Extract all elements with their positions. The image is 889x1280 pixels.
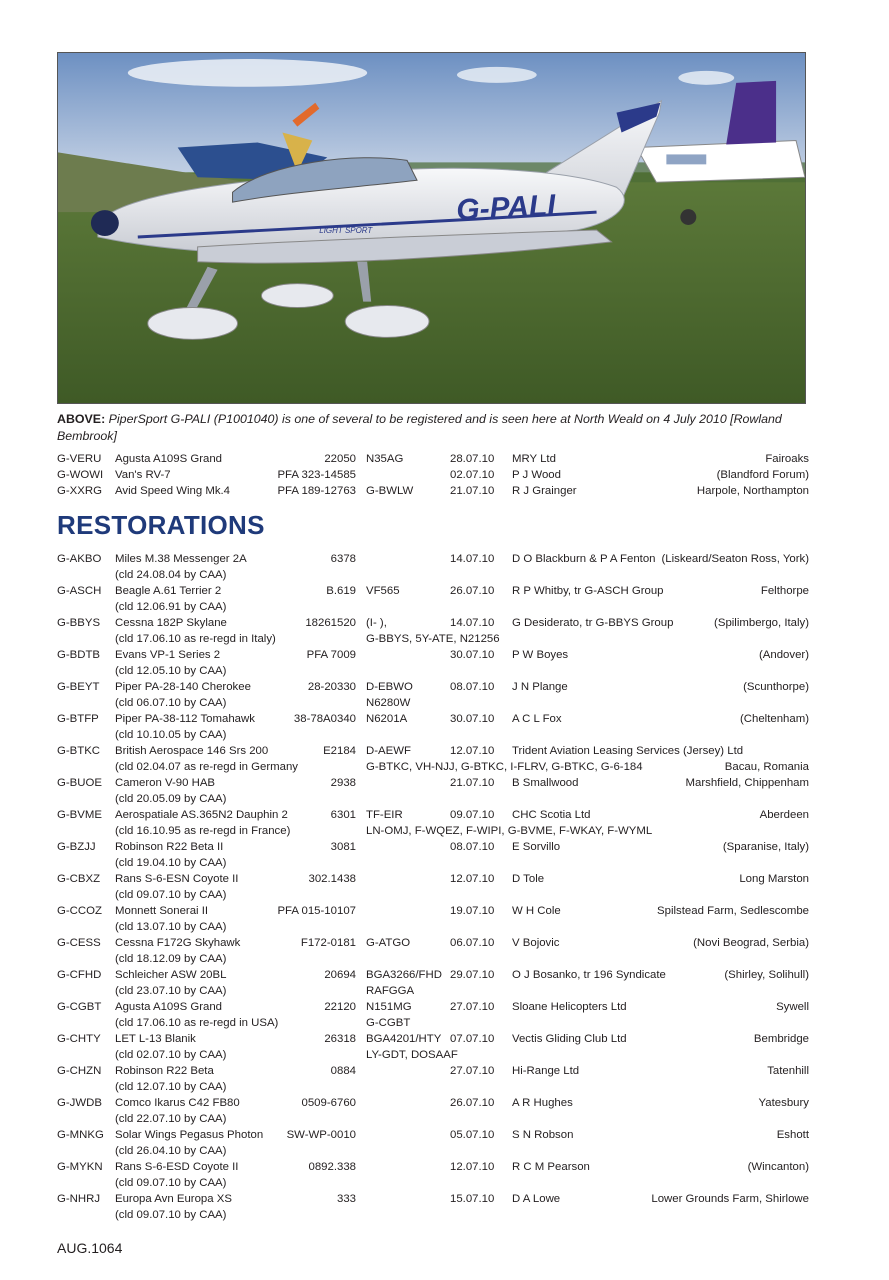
cancellation-note: (cld 24.08.04 by CAA) bbox=[115, 569, 227, 581]
previous-identity: N6201A bbox=[366, 713, 408, 725]
table-row bbox=[57, 679, 809, 695]
owner: P W Boyes bbox=[512, 649, 569, 661]
aircraft-type: Avid Speed Wing Mk.4 bbox=[115, 485, 231, 497]
owner: R J Grainger bbox=[512, 485, 577, 497]
cancellation-note: (cld 16.10.95 as re-regd in France) bbox=[115, 825, 291, 837]
cancellation-note: (cld 12.06.91 by CAA) bbox=[115, 601, 227, 613]
registration-marking: G-PALI bbox=[455, 188, 557, 228]
aircraft-type: Beagle A.61 Terrier 2 bbox=[115, 585, 222, 597]
previous-identity: N151MG bbox=[366, 1001, 412, 1013]
registration: G-CCOZ bbox=[57, 905, 102, 917]
previous-identity: BGA3266/FHD bbox=[366, 969, 442, 981]
table-row bbox=[57, 903, 809, 919]
location: (Cheltenham) bbox=[739, 713, 809, 725]
date: 12.07.10 bbox=[450, 745, 495, 757]
cancellation-note: (cld 09.07.10 by CAA) bbox=[115, 1177, 227, 1189]
owner: MRY Ltd bbox=[512, 453, 556, 465]
registration: G-JWDB bbox=[57, 1097, 102, 1109]
owner: E Sorvillo bbox=[512, 841, 561, 853]
photo-caption bbox=[57, 411, 809, 445]
date: 21.07.10 bbox=[450, 485, 495, 497]
aircraft-type: Cessna F172G Skyhawk bbox=[115, 937, 241, 949]
date: 30.07.10 bbox=[450, 713, 495, 725]
previous-identity: N35AG bbox=[366, 453, 404, 465]
previous-identity-continued: G-BTKC, VH-NJJ, G-BTKC, I-FLRV, G-BTKC, G-6-184 bbox=[366, 761, 643, 773]
date: 08.07.10 bbox=[450, 841, 495, 853]
owner: Vectis Gliding Club Ltd bbox=[512, 1033, 627, 1045]
aircraft-type: Robinson R22 Beta bbox=[115, 1065, 214, 1077]
construction-number: 28-20330 bbox=[307, 681, 356, 693]
date: 15.07.10 bbox=[450, 1193, 495, 1205]
registration: G-CBXZ bbox=[57, 873, 101, 885]
construction-number: 3081 bbox=[330, 841, 356, 853]
construction-number: 22050 bbox=[324, 453, 356, 465]
location: (Blandford Forum) bbox=[716, 469, 809, 481]
aircraft-type: Cameron V-90 HAB bbox=[115, 777, 216, 789]
location: Long Marston bbox=[739, 873, 809, 885]
date: 08.07.10 bbox=[450, 681, 495, 693]
date: 28.07.10 bbox=[450, 453, 495, 465]
aircraft-type: Van's RV-7 bbox=[115, 469, 171, 481]
aircraft-photo bbox=[57, 52, 806, 404]
owner: Hi-Range Ltd bbox=[512, 1065, 580, 1077]
date: 12.07.10 bbox=[450, 873, 495, 885]
cancellation-note: (cld 23.07.10 by CAA) bbox=[115, 985, 227, 997]
table-row bbox=[57, 775, 809, 791]
construction-number: 333 bbox=[336, 1193, 356, 1205]
location: (Spilimbergo, Italy) bbox=[714, 617, 809, 629]
construction-number: 38-78A0340 bbox=[293, 713, 356, 725]
fuselage-text: LIGHT SPORT bbox=[319, 225, 373, 235]
caption-text: PiperSport G-PALI (P1001040) is one of several to be registered and is seen here at North Weald on 4 July 2010 [Rowland Bembrook] bbox=[57, 412, 782, 443]
page-footer: AUG.1064 bbox=[57, 1240, 123, 1256]
registration: G-MYKN bbox=[57, 1161, 103, 1173]
table-row-detail bbox=[57, 1047, 809, 1063]
construction-number: PFA 7009 bbox=[306, 649, 356, 661]
location: Spilstead Farm, Sedlescombe bbox=[657, 905, 809, 917]
date: 05.07.10 bbox=[450, 1129, 495, 1141]
location: Bembridge bbox=[753, 1033, 809, 1045]
table-row-detail bbox=[57, 1175, 809, 1191]
location: Bacau, Romania bbox=[724, 761, 809, 773]
aircraft-type: Piper PA-28-140 Cherokee bbox=[115, 681, 251, 693]
cancellation-note: (cld 06.07.10 by CAA) bbox=[115, 697, 227, 709]
location: (Sparanise, Italy) bbox=[722, 841, 809, 853]
date: 14.07.10 bbox=[450, 553, 495, 565]
registration: G-CGBT bbox=[57, 1001, 102, 1013]
previous-identity: G-BWLW bbox=[366, 485, 414, 497]
table-row-detail bbox=[57, 791, 809, 807]
table-row-detail bbox=[57, 1015, 809, 1031]
aircraft-type: Piper PA-38-112 Tomahawk bbox=[115, 713, 255, 725]
previous-identity: (I- ), bbox=[366, 617, 387, 629]
owner: CHC Scotia Ltd bbox=[512, 809, 591, 821]
table-row-detail bbox=[57, 663, 809, 679]
registration: G-BUOE bbox=[57, 777, 102, 789]
registration: G-NHRJ bbox=[57, 1193, 101, 1205]
date: 27.07.10 bbox=[450, 1001, 495, 1013]
location: Sywell bbox=[776, 1001, 809, 1013]
table-row bbox=[57, 1159, 809, 1175]
previous-identity-continued: G-BBYS, 5Y-ATE, N21256 bbox=[366, 633, 500, 645]
date: 21.07.10 bbox=[450, 777, 495, 789]
previous-identity: D-AEWF bbox=[366, 745, 411, 757]
date: 12.07.10 bbox=[450, 1161, 495, 1173]
cancellation-note: (cld 12.07.10 by CAA) bbox=[115, 1081, 227, 1093]
construction-number: SW-WP-0010 bbox=[286, 1129, 356, 1141]
table-row bbox=[57, 1095, 809, 1111]
previous-identity: TF-EIR bbox=[366, 809, 403, 821]
location: (Shirley, Solihull) bbox=[724, 969, 809, 981]
owner: B Smallwood bbox=[512, 777, 579, 789]
previous-identity-continued: LY-GDT, DOSAAF bbox=[366, 1049, 458, 1061]
previous-identity: BGA4201/HTY bbox=[366, 1033, 442, 1045]
cancellation-note: (cld 09.07.10 by CAA) bbox=[115, 889, 227, 901]
table-row-detail bbox=[57, 567, 809, 583]
registration: G-ASCH bbox=[57, 585, 102, 597]
location: Yatesbury bbox=[758, 1097, 809, 1109]
owner: Trident Aviation Leasing Services (Jersey) Ltd bbox=[512, 745, 744, 757]
table-row bbox=[57, 1191, 809, 1207]
aircraft-type: Rans S-6-ESD Coyote II bbox=[115, 1161, 239, 1173]
location: Marshfield, Chippenham bbox=[685, 777, 809, 789]
aircraft-type: Agusta A109S Grand bbox=[115, 1001, 223, 1013]
table-row bbox=[57, 711, 809, 727]
table-row-detail bbox=[57, 631, 809, 647]
section-title: RESTORATIONS bbox=[57, 510, 265, 540]
location: Tatenhill bbox=[767, 1065, 809, 1077]
aircraft-type: Cessna 182P Skylane bbox=[115, 617, 227, 629]
aircraft-type: Evans VP-1 Series 2 bbox=[115, 649, 221, 661]
owner: W H Cole bbox=[512, 905, 561, 917]
previous-identity: D-EBWO bbox=[366, 681, 413, 693]
table-row-detail bbox=[57, 1111, 809, 1127]
date: 19.07.10 bbox=[450, 905, 495, 917]
registration: G-BTFP bbox=[57, 713, 99, 725]
owner: D Tole bbox=[512, 873, 545, 885]
registration: G-BDTB bbox=[57, 649, 101, 661]
registration: G-CHZN bbox=[57, 1065, 102, 1077]
owner: P J Wood bbox=[512, 469, 561, 481]
construction-number: 22120 bbox=[324, 1001, 356, 1013]
construction-number: PFA 323-14585 bbox=[277, 469, 356, 481]
table-row-detail bbox=[57, 823, 809, 839]
registration: G-BVME bbox=[57, 809, 102, 821]
table-row bbox=[57, 999, 809, 1015]
table-row bbox=[57, 967, 809, 983]
date: 07.07.10 bbox=[450, 1033, 495, 1045]
table-row-detail bbox=[57, 919, 809, 935]
registration: G-CHTY bbox=[57, 1033, 101, 1045]
location: Harpole, Northampton bbox=[696, 485, 809, 497]
registration: G-BZJJ bbox=[57, 841, 96, 853]
table-row bbox=[57, 1063, 809, 1079]
location: Fairoaks bbox=[765, 453, 809, 465]
owner: A R Hughes bbox=[512, 1097, 573, 1109]
registration: G-CESS bbox=[57, 937, 101, 949]
aircraft-type: Europa Avn Europa XS bbox=[115, 1193, 232, 1205]
aircraft-type: Comco Ikarus C42 FB80 bbox=[115, 1097, 240, 1109]
cancellation-note: (cld 20.05.09 by CAA) bbox=[115, 793, 227, 805]
aircraft-type: Solar Wings Pegasus Photon bbox=[115, 1129, 264, 1141]
table-row bbox=[57, 1127, 809, 1143]
previous-identity-continued: N6280W bbox=[366, 697, 411, 709]
table-row bbox=[57, 1031, 809, 1047]
table-row bbox=[57, 467, 809, 483]
cancellation-note: (cld 13.07.10 by CAA) bbox=[115, 921, 227, 933]
owner: V Bojovic bbox=[512, 937, 560, 949]
cancellation-note: (cld 19.04.10 by CAA) bbox=[115, 857, 227, 869]
date: 09.07.10 bbox=[450, 809, 495, 821]
owner: R C M Pearson bbox=[512, 1161, 590, 1173]
date: 02.07.10 bbox=[450, 469, 495, 481]
aircraft-type: Aerospatiale AS.365N2 Dauphin 2 bbox=[115, 809, 288, 821]
registration: G-BTKC bbox=[57, 745, 101, 757]
location: Felthorpe bbox=[760, 585, 809, 597]
registration: G-AKBO bbox=[57, 553, 102, 565]
owner: D O Blackburn & P A Fenton bbox=[512, 553, 656, 565]
date: 14.07.10 bbox=[450, 617, 495, 629]
cancellation-note: (cld 10.10.05 by CAA) bbox=[115, 729, 227, 741]
owner: J N Plange bbox=[512, 681, 568, 693]
aircraft-type: Miles M.38 Messenger 2A bbox=[115, 553, 247, 565]
table-row bbox=[57, 483, 809, 499]
construction-number: 6301 bbox=[330, 809, 356, 821]
caption-lead: ABOVE: bbox=[57, 412, 106, 426]
construction-number: 20694 bbox=[324, 969, 356, 981]
previous-identity-continued: RAFGGA bbox=[366, 985, 415, 997]
table-row-detail bbox=[57, 759, 809, 775]
table-row-detail bbox=[57, 727, 809, 743]
table-row-detail bbox=[57, 695, 809, 711]
location: Aberdeen bbox=[759, 809, 809, 821]
owner: D A Lowe bbox=[512, 1193, 561, 1205]
table-row-detail bbox=[57, 599, 809, 615]
owner: R P Whitby, tr G-ASCH Group bbox=[512, 585, 664, 597]
previous-identity: VF565 bbox=[366, 585, 400, 597]
registration: G-CFHD bbox=[57, 969, 102, 981]
table-row-detail bbox=[57, 855, 809, 871]
aircraft-type: LET L-13 Blanik bbox=[115, 1033, 196, 1045]
previous-identity-continued: G-CGBT bbox=[366, 1017, 411, 1029]
cancellation-note: (cld 02.04.07 as re-regd in Germany bbox=[115, 761, 298, 773]
table-row bbox=[57, 807, 809, 823]
registration: G-BEYT bbox=[57, 681, 100, 693]
aircraft-type: Robinson R22 Beta II bbox=[115, 841, 224, 853]
registration: G-MNKG bbox=[57, 1129, 104, 1141]
owner: O J Bosanko, tr 196 Syndicate bbox=[512, 969, 666, 981]
registration: G-VERU bbox=[57, 453, 102, 465]
table-row bbox=[57, 647, 809, 663]
construction-number: 2938 bbox=[330, 777, 356, 789]
date: 27.07.10 bbox=[450, 1065, 495, 1077]
table-row bbox=[57, 935, 809, 951]
registration: G-XXRG bbox=[57, 485, 102, 497]
aircraft-type: Monnett Sonerai II bbox=[115, 905, 209, 917]
previous-identity: G-ATGO bbox=[366, 937, 411, 949]
location: Eshott bbox=[776, 1129, 809, 1141]
date: 29.07.10 bbox=[450, 969, 495, 981]
construction-number: E2184 bbox=[323, 745, 356, 757]
table-row-detail bbox=[57, 951, 809, 967]
table-row bbox=[57, 451, 809, 467]
cancellation-note: (cld 12.05.10 by CAA) bbox=[115, 665, 227, 677]
table-row bbox=[57, 551, 809, 567]
cancellation-note: (cld 02.07.10 by CAA) bbox=[115, 1049, 227, 1061]
construction-number: F172-0181 bbox=[300, 937, 356, 949]
owner: G Desiderato, tr G-BBYS Group bbox=[512, 617, 674, 629]
construction-number: 0509-6760 bbox=[301, 1097, 356, 1109]
construction-number: 26318 bbox=[324, 1033, 356, 1045]
date: 26.07.10 bbox=[450, 1097, 495, 1109]
aircraft-type: Agusta A109S Grand bbox=[115, 453, 223, 465]
cancellation-note: (cld 17.06.10 as re-regd in USA) bbox=[115, 1017, 279, 1029]
cancellation-note: (cld 22.07.10 by CAA) bbox=[115, 1113, 227, 1125]
date: 26.07.10 bbox=[450, 585, 495, 597]
aircraft-type: Rans S-6-ESN Coyote II bbox=[115, 873, 239, 885]
owner: A C L Fox bbox=[512, 713, 562, 725]
table-row-detail bbox=[57, 887, 809, 903]
construction-number: 0884 bbox=[330, 1065, 356, 1077]
location: (Scunthorpe) bbox=[743, 681, 809, 693]
cancellation-note: (cld 17.06.10 as re-regd in Italy) bbox=[115, 633, 276, 645]
aircraft-type: Schleicher ASW 20BL bbox=[115, 969, 227, 981]
photo-illustration bbox=[58, 53, 805, 403]
owner: S N Robson bbox=[512, 1129, 574, 1141]
table-row bbox=[57, 743, 809, 759]
cancellation-note: (cld 09.07.10 by CAA) bbox=[115, 1209, 227, 1221]
construction-number: PFA 189-12763 bbox=[277, 485, 356, 497]
registration: G-WOWI bbox=[57, 469, 104, 481]
table-row-detail bbox=[57, 1207, 809, 1223]
table-row bbox=[57, 583, 809, 599]
location: (Andover) bbox=[758, 649, 809, 661]
date: 30.07.10 bbox=[450, 649, 495, 661]
construction-number: 302.1438 bbox=[308, 873, 356, 885]
construction-number: 0892.338 bbox=[308, 1161, 356, 1173]
registration: G-BBYS bbox=[57, 617, 101, 629]
table-row-detail bbox=[57, 1079, 809, 1095]
cancellation-note: (cld 26.04.10 by CAA) bbox=[115, 1145, 227, 1157]
owner: Sloane Helicopters Ltd bbox=[512, 1001, 627, 1013]
construction-number: 18261520 bbox=[305, 617, 356, 629]
table-row-detail bbox=[57, 1143, 809, 1159]
table-row-detail bbox=[57, 983, 809, 999]
cancellation-note: (cld 18.12.09 by CAA) bbox=[115, 953, 227, 965]
location: (Liskeard/Seaton Ross, York) bbox=[661, 553, 809, 565]
location: (Wincanton) bbox=[747, 1161, 809, 1173]
construction-number: B.619 bbox=[326, 585, 356, 597]
location: (Novi Beograd, Serbia) bbox=[693, 937, 809, 949]
location: Lower Grounds Farm, Shirlowe bbox=[651, 1193, 809, 1205]
date: 06.07.10 bbox=[450, 937, 495, 949]
construction-number: 6378 bbox=[330, 553, 356, 565]
aircraft-type: British Aerospace 146 Srs 200 bbox=[115, 745, 269, 757]
construction-number: PFA 015-10107 bbox=[277, 905, 356, 917]
table-row bbox=[57, 615, 809, 631]
table-row bbox=[57, 839, 809, 855]
previous-identity-continued: LN-OMJ, F-WQEZ, F-WIPI, G-BVME, F-WKAY, F-WYML bbox=[366, 825, 653, 837]
table-row bbox=[57, 871, 809, 887]
